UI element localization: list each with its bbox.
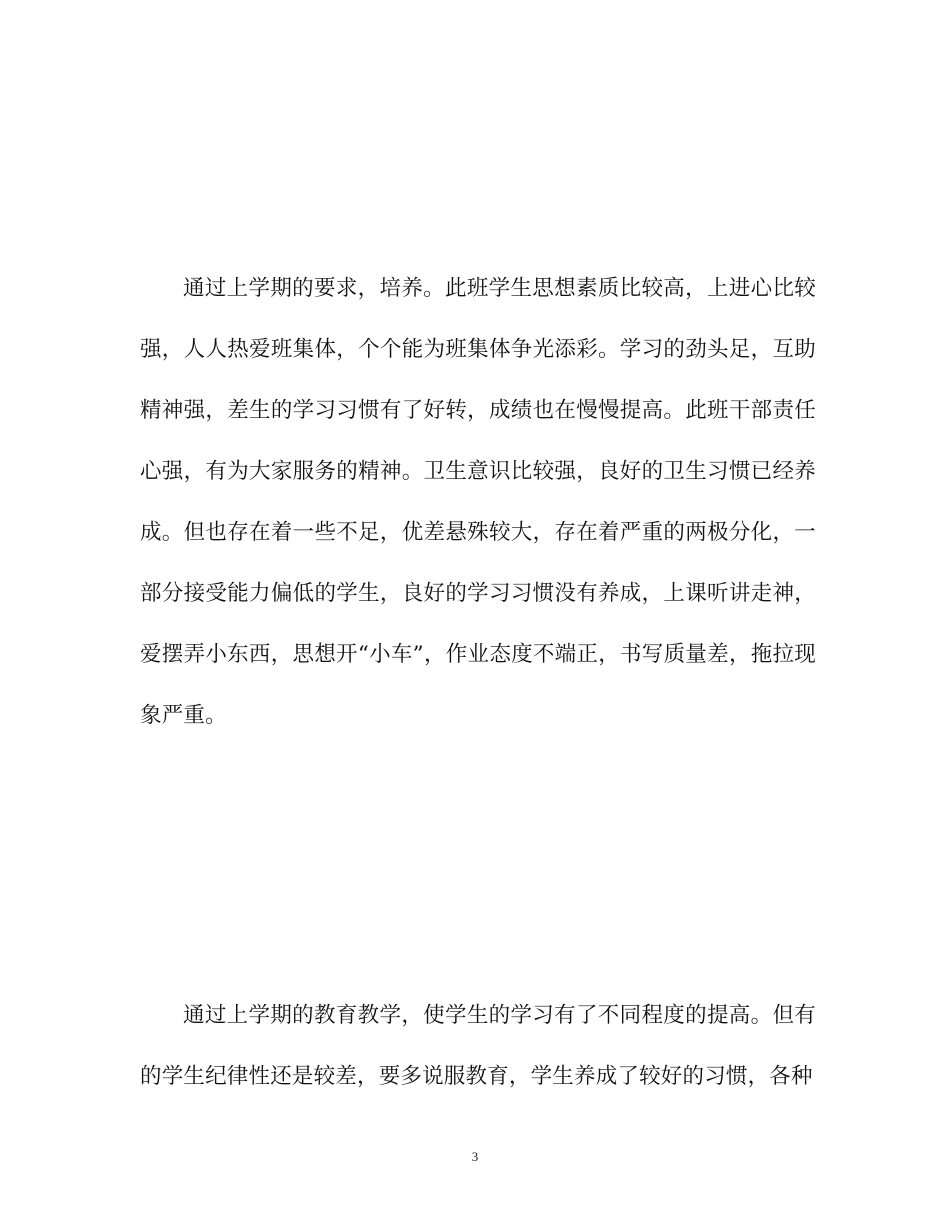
page-number: 3 — [471, 1149, 479, 1164]
body-paragraph-2: 通过上学期的教育教学，使学生的学习有了不同程度的提高。但有的学生纪律性还是较差，要多说服教育，学生养成了较好的习惯，各种 — [140, 1003, 816, 1089]
body-paragraph-1: 通过上学期的要求，培养。此班学生思想素质比较高，上进心比较强，人人热爱班集体，个个能为班集体争光添彩。学习的劲头足，互助精神强，差生的学习习惯有了好转，成绩也在慢慢提高。此班干部责任心强，有为大家服务的精神。卫生意识比较强，良好的卫生习惯已经养成。但也存在着一些不足，优差悬殊较大，存在着严重的两极分化，一部分接受能力偏低的学生，良好的学习习惯没有养成，上课听讲走神，爱摆弄小东西，思想开“小车”，作业态度不端正，书写质量差，拖拉现象严重。 — [140, 276, 816, 728]
